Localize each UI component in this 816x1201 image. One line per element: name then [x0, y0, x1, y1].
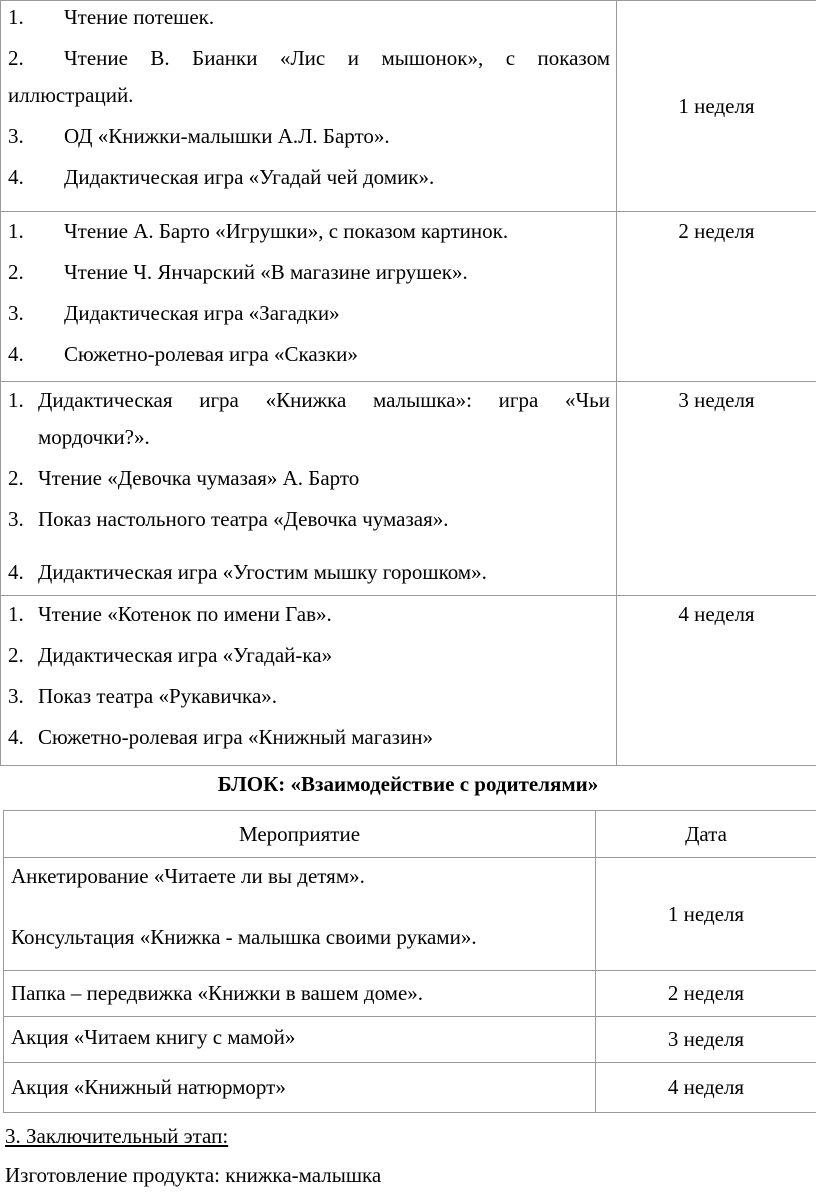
list-item: 2. Чтение Ч. Янчарский «В магазине игрушек».: [8, 260, 468, 284]
final-stage-text: Изготовление продукта: книжка-малышка: [5, 1163, 382, 1187]
column-header-date: Дата: [596, 811, 816, 858]
date-cell: 4 неделя: [596, 1063, 816, 1113]
table-row: [4, 858, 816, 971]
list-item: 4. Сюжетно-ролевая игра «Сказки»: [8, 342, 358, 366]
week-cell: 3 неделя: [617, 382, 816, 596]
table-row: [1, 1, 816, 212]
list-item: 4. Дидактическая игра «Угадай чей домик».: [8, 165, 435, 189]
table-row: [1, 596, 816, 766]
list-item: 4. Сюжетно-ролевая игра «Книжный магазин»: [8, 725, 433, 749]
table-row: [4, 1017, 816, 1063]
list-item: 3. Показ настольного театра «Девочка чумазая».: [8, 507, 449, 531]
week-cell: 1 неделя: [617, 1, 816, 212]
activities-cell: [1, 212, 617, 382]
list-item: 2. Дидактическая игра «Угадай-ка»: [8, 643, 333, 667]
week-cell: 2 неделя: [617, 212, 816, 382]
table-header-row: [4, 811, 816, 858]
list-item: 4. Дидактическая игра «Угостим мышку горошком».: [8, 560, 487, 584]
event-cell: Анкетирование «Читаете ли вы детям». Консультация «Книжка - малышка своими руками».: [4, 858, 596, 971]
list-item: 1. Чтение «Котенок по имени Гав».: [8, 602, 332, 626]
column-header-event: Мероприятие: [4, 811, 596, 858]
table-row: [4, 971, 816, 1017]
date-cell: 2 неделя: [596, 971, 816, 1017]
final-stage-title: 3. Заключительный этап:: [5, 1124, 229, 1148]
list-item: 2. Чтение В. Бианки «Лис и мышонок», с показом: [8, 46, 610, 70]
block-heading: БЛОК: «Взаимодействие с родителями»: [217, 772, 599, 796]
event-cell: Акция «Книжный натюрморт»: [4, 1063, 596, 1113]
list-item: 3. Дидактическая игра «Загадки»: [8, 301, 340, 325]
date-cell: 3 неделя: [596, 1017, 816, 1063]
table-row: [4, 1063, 816, 1113]
list-item: 3. Показ театра «Рукавичка».: [8, 684, 278, 708]
list-item: 1. Дидактическая игра «Книжка малышка»: игра «Чьи: [8, 388, 610, 412]
list-item: 3. ОД «Книжки-малышки А.Л. Барто».: [8, 124, 390, 148]
activities-cell: [1, 382, 617, 596]
list-item-continuation: мордочки?».: [38, 425, 150, 449]
week-cell: 4 неделя: [617, 596, 816, 766]
event-cell: Папка – передвижка «Книжки в вашем доме».: [4, 971, 596, 1017]
date-cell: 1 неделя: [596, 858, 816, 971]
activities-cell: [1, 596, 617, 766]
list-item-continuation: иллюстраций.: [8, 83, 134, 107]
event-cell: Акция «Читаем книгу с мамой»: [4, 1017, 596, 1063]
activities-cell: [1, 1, 617, 212]
list-item: 2. Чтение «Девочка чумазая» А. Барто: [8, 466, 360, 490]
parents-table: [3, 810, 816, 1113]
table-row: [1, 212, 816, 382]
list-item: 1. Чтение потешек.: [8, 5, 215, 29]
list-item: 1. Чтение А. Барто «Игрушки», с показом картинок.: [8, 219, 509, 243]
table-row: [1, 382, 816, 596]
